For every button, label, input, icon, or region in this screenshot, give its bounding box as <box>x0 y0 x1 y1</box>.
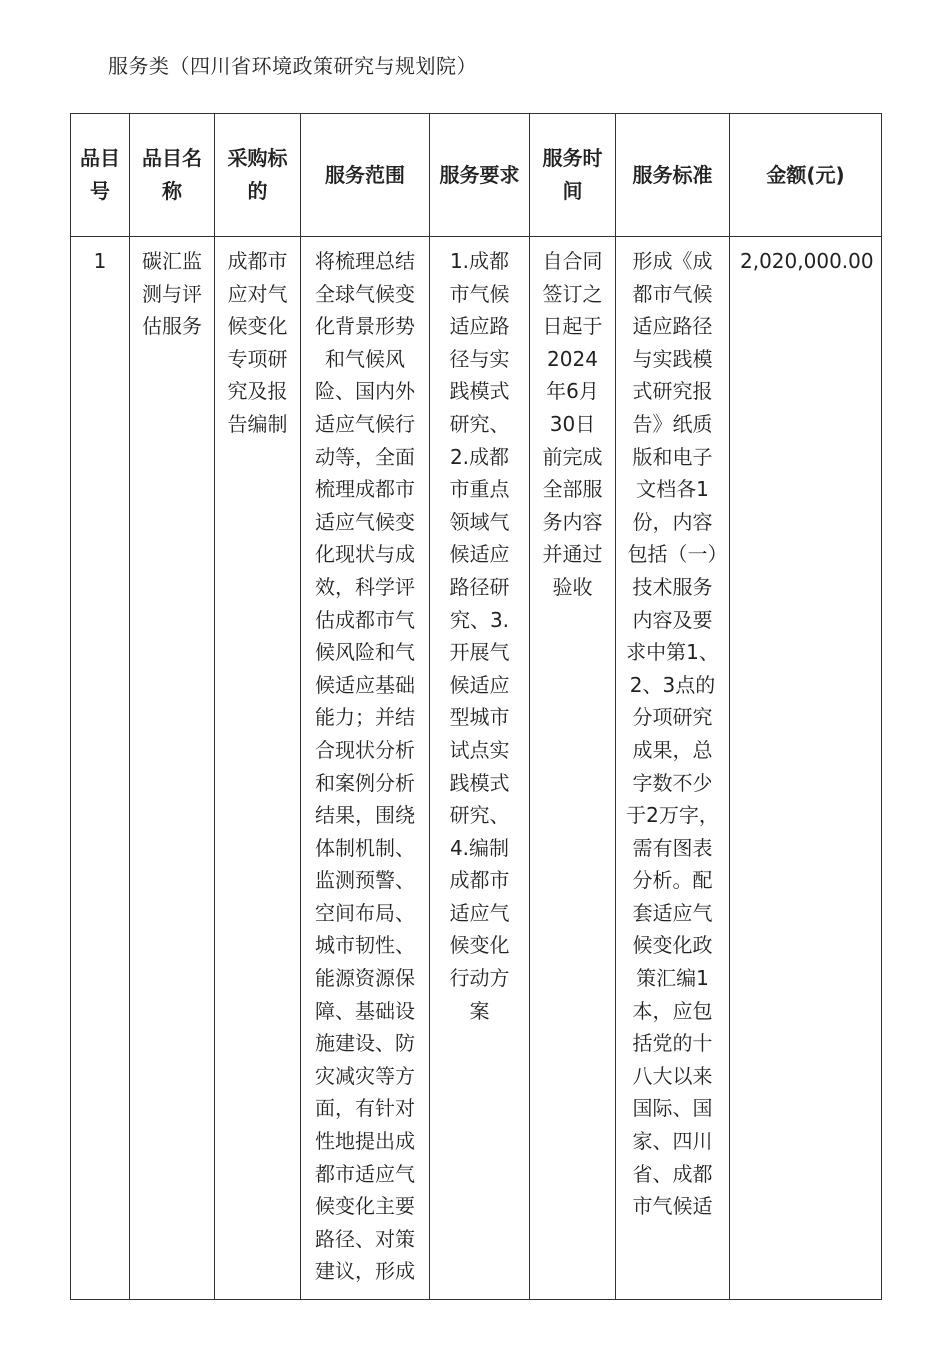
table-header-row <box>71 114 882 237</box>
cell-target: 成都市应对气候变化专项研究及报告编制 <box>215 237 301 1300</box>
header-index: 品目号 <box>71 114 130 237</box>
cell-requirements: 1.成都市气候适应路径与实践模式研究、2.成都市重点领域气候适应路径研究、3.开展气候适应型城市试点实践模式研究、4.编制成都市适应气候变化行动方案 <box>430 237 530 1300</box>
cell-item-name: 碳汇监测与评估服务 <box>130 237 215 1300</box>
header-time: 服务时间 <box>530 114 616 237</box>
procurement-table <box>70 113 882 1300</box>
header-standard: 服务标准 <box>616 114 730 237</box>
cell-scope: 将梳理总结全球气候变化背景形势和气候风险、国内外适应气候行动等，全面梳理成都市适应气候变化现状与成效，科学评估成都市气候风险和气候适应基础能力；并结合现状分析和案例分析结果，围绕体制机制、监测预警、空间布局、城市韧性、能源资源保障、基础设施建设、防灾减灾等方面，有针对性地提出成都市适应气候变化主要路径、对策建议，形成 <box>301 237 430 1300</box>
header-scope: 服务范围 <box>301 114 430 237</box>
document-caption: 服务类（四川省环境政策研究与规划院） <box>108 54 477 78</box>
table-row <box>71 237 882 1300</box>
header-target: 采购标的 <box>215 114 301 237</box>
cell-time: 自合同签订之日起于2024年6月30日前完成全部服务内容并通过验收 <box>530 237 616 1300</box>
cell-index: 1 <box>71 237 130 1300</box>
cell-amount: 2,020,000.00 <box>730 237 882 1300</box>
header-item-name: 品目名称 <box>130 114 215 237</box>
cell-standard: 形成《成都市气候适应路径与实践模式研究报告》纸质版和电子文档各1份，内容包括（一）技术服务内容及要求中第1、2、3点的分项研究成果，总字数不少于2万字，需有图表分析。配套适应气候变化政策汇编1本，应包括党的十八大以来国际、国家、四川省、成都市气候适 <box>616 237 730 1300</box>
header-amount: 金额(元) <box>730 114 882 237</box>
header-requirements: 服务要求 <box>430 114 530 237</box>
